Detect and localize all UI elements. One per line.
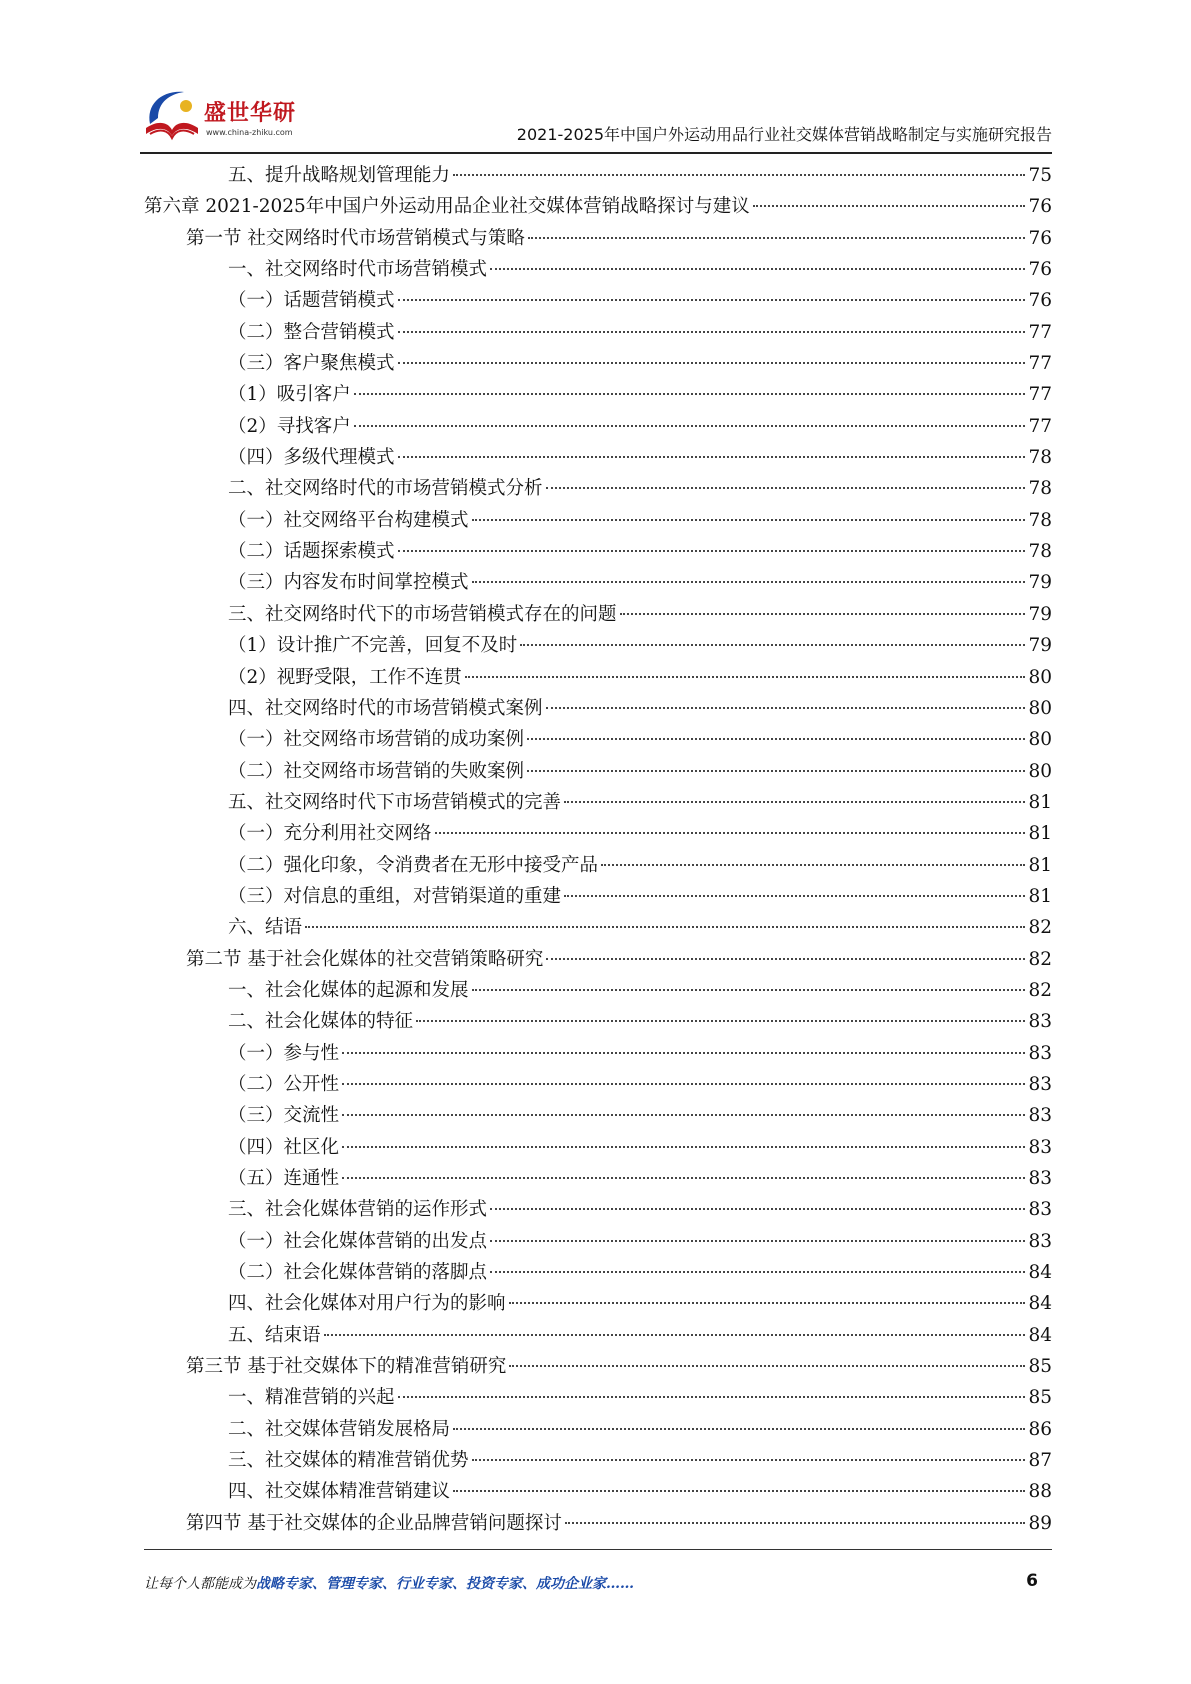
toc-dot-leader: [342, 1177, 1025, 1179]
toc-entry-page: 77: [1028, 415, 1052, 437]
toc-entry-page: 77: [1028, 384, 1052, 406]
toc-entry-page: 85: [1028, 1387, 1052, 1409]
toc-dot-leader: [435, 832, 1026, 834]
toc-entry-page: 84: [1028, 1262, 1052, 1284]
toc-entry[interactable]: [144, 1288, 1052, 1319]
toc-entry[interactable]: [144, 1320, 1052, 1351]
toc-entry[interactable]: [144, 1476, 1052, 1507]
toc-entry-page: 81: [1028, 885, 1052, 907]
toc-entry-page: 78: [1028, 541, 1052, 563]
toc-entry[interactable]: [144, 1445, 1052, 1476]
footer-slogan-prefix: 让每个人都能成为: [144, 1576, 256, 1592]
toc-entry-label: （三）内容发布时间掌控模式: [228, 572, 469, 594]
toc-dot-leader: [398, 331, 1026, 333]
toc-entry-page: 79: [1028, 572, 1052, 594]
toc-entry[interactable]: [144, 599, 1052, 630]
toc-entry-label: （二）社会化媒体营销的落脚点: [228, 1262, 488, 1284]
toc-dot-leader: [509, 1302, 1026, 1304]
toc-entry[interactable]: [144, 787, 1052, 818]
toc-entry[interactable]: [144, 1163, 1052, 1194]
toc-dot-leader: [601, 864, 1025, 866]
toc-entry[interactable]: [144, 724, 1052, 755]
toc-dot-leader: [398, 550, 1026, 552]
toc-entry-label: （四）多级代理模式: [228, 447, 395, 469]
toc-entry-label: 二、社交媒体营销发展格局: [228, 1418, 451, 1440]
toc-entry[interactable]: [144, 317, 1052, 348]
toc-entry-page: 88: [1028, 1481, 1052, 1503]
footer-divider: [144, 1549, 1052, 1550]
toc-entry-page: 82: [1028, 917, 1052, 939]
toc-entry-label: 三、社交媒体的精准营销优势: [228, 1450, 469, 1472]
toc-entry[interactable]: [144, 693, 1052, 724]
toc-dot-leader: [490, 1271, 1025, 1273]
toc-dot-leader: [354, 425, 1026, 427]
toc-entry[interactable]: [144, 944, 1052, 975]
toc-entry-label: 第六章 2021-2025年中国户外运动用品企业社交媒体营销战略探讨与建议: [144, 196, 750, 218]
toc-entry-label: 一、精准营销的兴起: [228, 1387, 395, 1409]
toc-entry-label: （一）社会化媒体营销的出发点: [228, 1230, 488, 1252]
toc-dot-leader: [472, 989, 1026, 991]
toc-entry[interactable]: [144, 912, 1052, 943]
toc-entry[interactable]: [144, 1069, 1052, 1100]
toc-dot-leader: [490, 1208, 1025, 1210]
toc-entry-label: （二）社交网络市场营销的失败案例: [228, 760, 525, 782]
toc-entry-page: 83: [1028, 1073, 1052, 1095]
footer-slogan-highlight: 战略专家、管理专家、行业专家、投资专家、成功企业家……: [256, 1576, 634, 1592]
toc-dot-leader: [453, 1490, 1025, 1492]
toc-entry[interactable]: [144, 1414, 1052, 1445]
toc-entry[interactable]: [144, 160, 1052, 191]
toc-entry[interactable]: [144, 881, 1052, 912]
toc-dot-leader: [398, 456, 1026, 458]
toc-entry[interactable]: [144, 1194, 1052, 1225]
toc-entry-page: 76: [1028, 227, 1052, 249]
toc-entry-page: 87: [1028, 1450, 1052, 1472]
toc-entry-label: （一）充分利用社交网络: [228, 823, 432, 845]
toc-entry-label: （一）参与性: [228, 1042, 340, 1064]
book-logo-icon: [140, 84, 202, 146]
toc-entry[interactable]: [144, 630, 1052, 661]
toc-entry-page: 83: [1028, 1230, 1052, 1252]
toc-entry-page: 83: [1028, 1199, 1052, 1221]
toc-entry-label: 第三节 基于社交媒体下的精准营销研究: [186, 1356, 507, 1378]
header-divider: [140, 152, 1052, 154]
toc-dot-leader: [453, 174, 1025, 176]
toc-dot-leader: [564, 801, 1025, 803]
toc-entry-label: 四、社会化媒体对用户行为的影响: [228, 1293, 506, 1315]
toc-entry-page: 85: [1028, 1356, 1052, 1378]
toc-entry-page: 78: [1028, 478, 1052, 500]
toc-entry-label: 第四节 基于社交媒体的企业品牌营销问题探讨: [186, 1512, 562, 1534]
toc-dot-leader: [527, 770, 1025, 772]
toc-dot-leader: [546, 487, 1026, 489]
toc-entry-label: 五、结束语: [228, 1324, 321, 1346]
logo-url: www.china-zhiku.com: [206, 128, 293, 137]
toc-entry-label: （1）设计推广不完善，回复不及时: [228, 635, 518, 657]
toc-entry-page: 77: [1028, 321, 1052, 343]
toc-entry[interactable]: [144, 850, 1052, 881]
toc-entry-label: （1）吸引客户: [228, 384, 351, 406]
toc-entry-page: 83: [1028, 1105, 1052, 1127]
toc-entry-label: （二）公开性: [228, 1073, 340, 1095]
toc-entry-page: 80: [1028, 697, 1052, 719]
table-of-contents: [144, 160, 1052, 1539]
toc-entry-label: 四、社交网络时代的市场营销模式案例: [228, 697, 543, 719]
toc-entry-page: 89: [1028, 1512, 1052, 1534]
toc-dot-leader: [472, 519, 1026, 521]
toc-entry[interactable]: [144, 223, 1052, 254]
toc-entry[interactable]: [144, 975, 1052, 1006]
toc-entry-page: 83: [1028, 1168, 1052, 1189]
toc-entry[interactable]: [144, 1508, 1052, 1539]
toc-dot-leader: [472, 581, 1026, 583]
toc-entry-label: （三）对信息的重组，对营销渠道的重建: [228, 885, 562, 907]
toc-entry-label: 二、社会化媒体的特征: [228, 1011, 414, 1033]
toc-entry-label: 五、提升战略规划管理能力: [228, 165, 451, 186]
toc-entry[interactable]: [144, 505, 1052, 536]
toc-dot-leader: [342, 1146, 1025, 1148]
toc-entry[interactable]: [144, 1100, 1052, 1131]
toc-entry[interactable]: [144, 1351, 1052, 1382]
toc-entry-page: 78: [1028, 447, 1052, 469]
toc-entry-page: 79: [1028, 635, 1052, 657]
toc-entry-label: 五、社交网络时代下市场营销模式的完善: [228, 791, 562, 813]
toc-dot-leader: [416, 1020, 1025, 1022]
toc-entry-page: 80: [1028, 729, 1052, 751]
toc-dot-leader: [620, 613, 1026, 615]
page-footer: [144, 1549, 1052, 1592]
logo-name: 盛世华研: [204, 101, 297, 126]
toc-entry-label: （二）话题探索模式: [228, 541, 395, 563]
toc-entry-label: （三）客户聚焦模式: [228, 353, 395, 375]
toc-entry-label: （五）连通性: [228, 1168, 340, 1189]
toc-entry-page: 75: [1028, 165, 1052, 186]
toc-dot-leader: [528, 237, 1026, 239]
toc-entry-page: 83: [1028, 1011, 1052, 1033]
toc-dot-leader: [342, 1114, 1025, 1116]
toc-dot-leader: [564, 895, 1025, 897]
toc-dot-leader: [546, 707, 1026, 709]
toc-entry[interactable]: [144, 662, 1052, 693]
toc-entry[interactable]: [144, 818, 1052, 849]
toc-entry-page: 78: [1028, 509, 1052, 531]
toc-entry[interactable]: [144, 1382, 1052, 1413]
toc-dot-leader: [490, 1240, 1025, 1242]
toc-dot-leader: [453, 1428, 1025, 1430]
toc-entry-label: （三）交流性: [228, 1105, 340, 1127]
toc-entry[interactable]: [144, 567, 1052, 598]
toc-entry-label: 一、社会化媒体的起源和发展: [228, 979, 469, 1001]
page-number: 6: [1026, 1571, 1038, 1591]
toc-entry-page: 76: [1028, 196, 1052, 218]
toc-entry[interactable]: [144, 254, 1052, 285]
toc-dot-leader: [509, 1365, 1025, 1367]
toc-entry-page: 84: [1028, 1324, 1052, 1346]
toc-entry[interactable]: [144, 1006, 1052, 1037]
toc-dot-leader: [398, 299, 1026, 301]
toc-entry-label: （2）视野受限，工作不连贯: [228, 666, 462, 688]
toc-entry[interactable]: [144, 379, 1052, 410]
toc-entry-page: 84: [1028, 1293, 1052, 1315]
toc-entry[interactable]: [144, 348, 1052, 379]
toc-dot-leader: [342, 1052, 1025, 1054]
toc-dot-leader: [565, 1522, 1026, 1524]
toc-entry-page: 86: [1028, 1418, 1052, 1440]
toc-entry-page: 79: [1028, 603, 1052, 625]
toc-entry-page: 82: [1028, 948, 1052, 970]
toc-entry[interactable]: [144, 756, 1052, 787]
toc-entry[interactable]: [144, 1132, 1052, 1163]
toc-entry-page: 82: [1028, 979, 1052, 1001]
toc-entry[interactable]: [144, 442, 1052, 473]
toc-entry[interactable]: [144, 285, 1052, 316]
toc-entry-label: （二）强化印象，令消费者在无形中接受产品: [228, 854, 599, 876]
toc-entry-label: 第一节 社交网络时代市场营销模式与策略: [186, 227, 525, 249]
toc-dot-leader: [354, 393, 1026, 395]
toc-entry-label: （一）社交网络市场营销的成功案例: [228, 729, 525, 751]
toc-entry[interactable]: [144, 1257, 1052, 1288]
toc-entry[interactable]: [144, 191, 1052, 222]
toc-entry-label: 第二节 基于社会化媒体的社交营销策略研究: [186, 948, 544, 970]
company-logo: [140, 84, 340, 148]
toc-entry-label: 一、社交网络时代市场营销模式: [228, 259, 488, 281]
toc-dot-leader: [520, 644, 1025, 646]
toc-entry-page: 83: [1028, 1042, 1052, 1064]
toc-entry-page: 80: [1028, 760, 1052, 782]
toc-entry-page: 80: [1028, 666, 1052, 688]
toc-entry-page: 83: [1028, 1136, 1052, 1158]
toc-entry-page: 81: [1028, 854, 1052, 876]
toc-entry[interactable]: [144, 1038, 1052, 1069]
toc-entry-label: 六、结语: [228, 917, 303, 939]
toc-entry-page: 77: [1028, 353, 1052, 375]
toc-entry-label: （二）整合营销模式: [228, 321, 395, 343]
toc-entry-page: 76: [1028, 290, 1052, 312]
toc-dot-leader: [465, 676, 1026, 678]
toc-entry-label: 二、社交网络时代的市场营销模式分析: [228, 478, 543, 500]
toc-dot-leader: [305, 926, 1025, 928]
toc-entry-label: （2）寻找客户: [228, 415, 351, 437]
toc-dot-leader: [472, 1459, 1026, 1461]
toc-entry[interactable]: [144, 536, 1052, 567]
toc-entry-label: （四）社区化: [228, 1136, 340, 1158]
toc-entry-label: 四、社交媒体精准营销建议: [228, 1481, 451, 1503]
toc-dot-leader: [342, 1083, 1025, 1085]
toc-entry-page: 81: [1028, 791, 1052, 813]
toc-entry-page: 81: [1028, 823, 1052, 845]
toc-dot-leader: [753, 205, 1026, 207]
toc-dot-leader: [398, 1396, 1026, 1398]
toc-entry-label: （一）社交网络平台构建模式: [228, 509, 469, 531]
toc-entry[interactable]: [144, 473, 1052, 504]
toc-dot-leader: [527, 738, 1025, 740]
toc-entry[interactable]: [144, 1226, 1052, 1257]
toc-dot-leader: [324, 1334, 1026, 1336]
toc-dot-leader: [546, 958, 1025, 960]
toc-entry-label: （一）话题营销模式: [228, 290, 395, 312]
report-title: 2021-2025年中国户外运动用品行业社交媒体营销战略制定与实施研究报告: [516, 125, 1052, 144]
footer-slogan: [144, 1573, 634, 1593]
toc-entry[interactable]: [144, 411, 1052, 442]
toc-dot-leader: [490, 268, 1025, 270]
toc-entry-page: 76: [1028, 259, 1052, 281]
toc-entry-label: 三、社交网络时代下的市场营销模式存在的问题: [228, 603, 617, 625]
page-header: [140, 78, 1052, 154]
toc-entry-label: 三、社会化媒体营销的运作形式: [228, 1199, 488, 1221]
toc-dot-leader: [398, 362, 1026, 364]
